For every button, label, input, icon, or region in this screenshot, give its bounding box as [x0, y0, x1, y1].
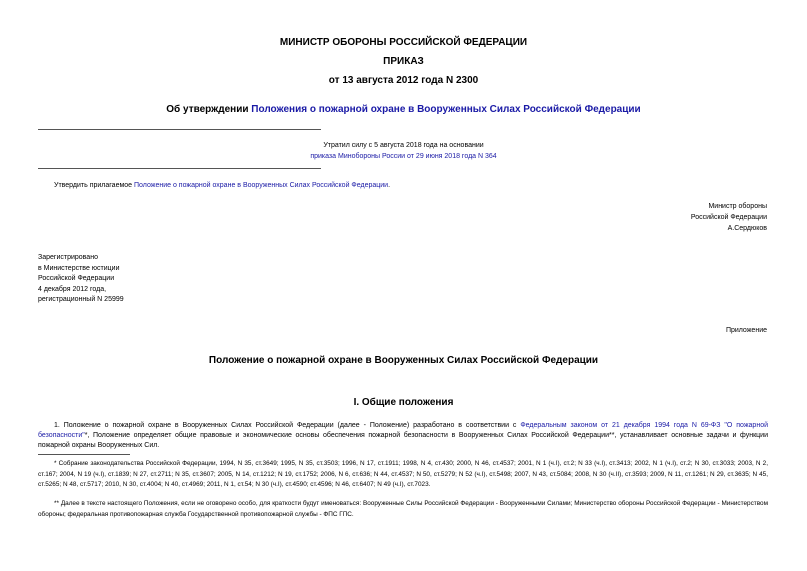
para1-prefix: 1. Положение о пожарной охране в Вооруженных Силах Российской Федерации (далее - Положение) разработано в соответствии с: [54, 422, 521, 429]
approve-prefix: Утвердить прилагаемое: [54, 182, 135, 189]
registration-line-1: Зарегистрировано: [38, 254, 98, 261]
order-title-prefix: Об утверждении: [166, 104, 252, 115]
para1-suffix: *, Положение определяет общие правовые и экономические основы обеспечения пожарной безопасности в Вооруженных Силах Российской Федерации**, устанавливает основные задачи и функции пожарной охраны Вооруженных Сил.: [38, 432, 768, 449]
section-1-title: I. Общие положения: [353, 397, 454, 408]
para1-law-link[interactable]: Федеральным законом от 21 декабря 1994 года N 69-ФЗ "О пожарной безопасности": [38, 422, 768, 439]
appendix-label: Приложение: [725, 327, 767, 334]
approve-sentence: [54, 181, 390, 191]
footnote-2: ** Далее в тексте настоящего Положения, если не оговорено особо, для краткости будут именоваться: Вооруженные Силы Российской Федерации - Вооруженными Силами; Министерство обороны Российской Федерации - Министерством обороны; федеральная противопожарная служба Государственной противопожарной службы - ФПС ГПС.: [38, 500, 768, 518]
approve-link[interactable]: Положение о пожарной охране в Вооруженных Силах Российской Федерации: [134, 182, 389, 189]
footnote-divider: [38, 454, 130, 455]
regulation-title: Положение о пожарной охране в Вооруженных Силах Российской Федерации: [208, 355, 599, 366]
footnote-1: * Собрание законодательства Российской Федерации, 1994, N 35, ст.3649; 1995, N 35, ст.3503; 1996, N 17, ст.1911; 1998, N 4, ст.430; 2000, N 46, ст.4537; 2001, N 1 (ч.I), ст.2; N 33 (ч.I), ст.3413; 2002, N 1 (ч.I), ст.2; N 30, ст.3033; 2003, N 2, ст.167; 2004, N 19 (ч.I), ст.1839; N 27, ст.2711; N 35, ст.3607; 2005, N 14, ст.1212; N 19, ст.1752; 2006, N 6, ст.636; N 44, ст.4537; N 50, ст.5279; N 52 (ч.I), ст.5498; 2007, N 43, ст.5084; 2008, N 30 (ч.II), ст.3593; 2009, N 11, ст.1261; N 29, ст.3635; N 45, ст.5265; N 48, ст.5717; 2010, N 30, ст.4004; N 40, ст.4969; 2011, N 1, ст.54; N 30 (ч.I), ст.4590; ст.4596; N 46, ст.6407; N 49 (ч.I), ст.7023.: [38, 460, 768, 488]
revoked-note-line1: Утратил силу с 5 августа 2018 года на основании: [323, 142, 484, 149]
signature-block: [691, 201, 767, 234]
revoked-note-link[interactable]: приказа Минобороны России от 29 июня 2018 года N 364: [310, 153, 497, 160]
registration-line-3: Российской Федерации: [38, 275, 115, 282]
signature-line-1: Министр обороны: [708, 203, 767, 210]
order-title-link[interactable]: Положения о пожарной охране в Вооруженных Силах Российской Федерации: [251, 104, 641, 115]
divider-bottom: [38, 168, 321, 169]
paragraph-1: [38, 421, 768, 451]
doc-type-heading: ПРИКАЗ: [383, 56, 424, 67]
order-title: [0, 104, 807, 115]
registration-line-2: в Министерстве юстиции: [38, 264, 120, 272]
divider-top: [38, 129, 321, 130]
minister-heading: МИНИСТР ОБОРОНЫ РОССИЙСКОЙ ФЕДЕРАЦИИ: [279, 37, 528, 48]
registration-block: [38, 253, 124, 306]
signature-line-3: А.Сердюков: [727, 225, 767, 232]
approve-suffix: .: [388, 182, 391, 189]
registration-line-4: 4 декабря 2012 года,: [38, 285, 107, 293]
registration-line-5: регистрационный N 25999: [38, 296, 124, 303]
order-date-number: от 13 августа 2012 года N 2300: [328, 75, 479, 86]
signature-line-2: Российской Федерации: [690, 214, 767, 221]
